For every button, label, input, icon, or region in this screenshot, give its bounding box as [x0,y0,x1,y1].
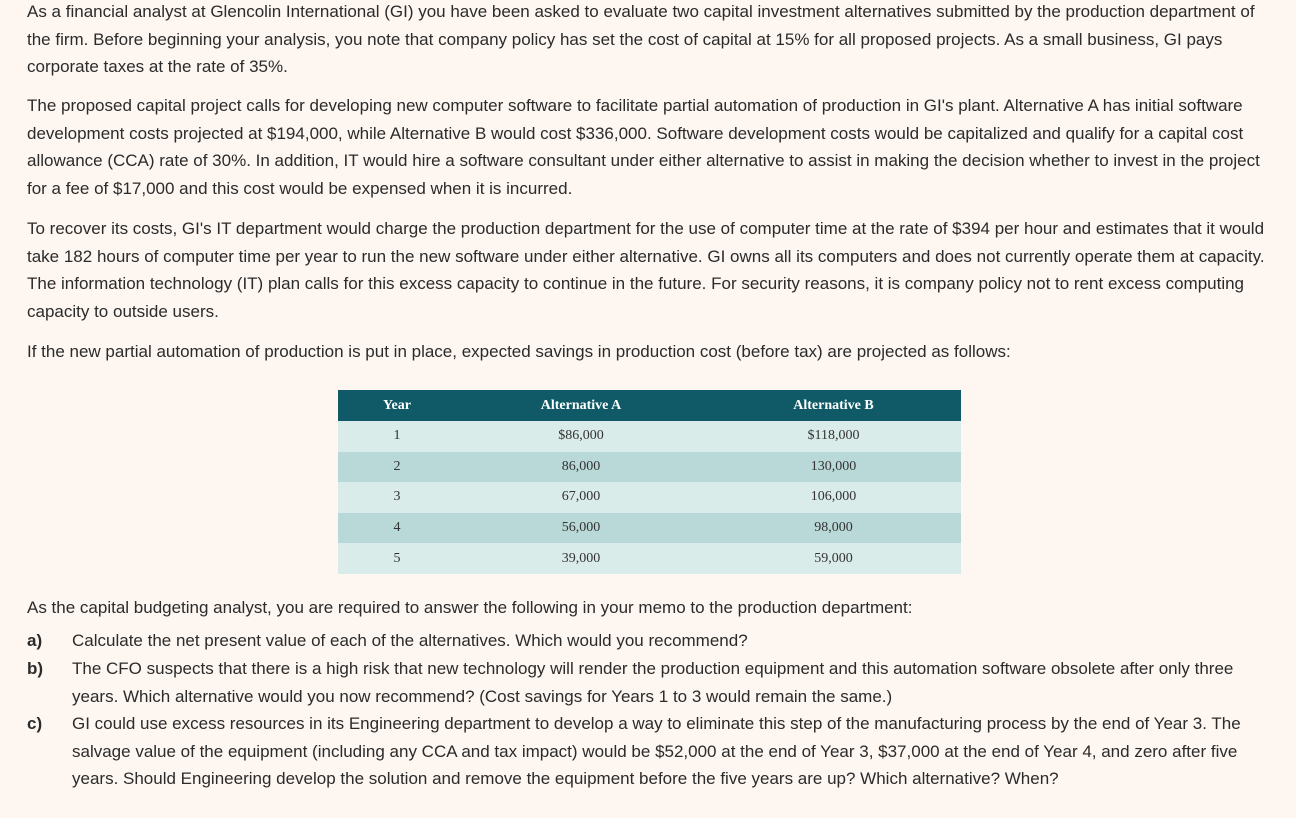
question-label: a) [27,631,43,650]
table-row [338,452,961,483]
question-text: The CFO suspects that there is a high risk that new technology will render the production equipment and this automation software obsolete after only three years. Which alternative would you now recommend? (Cost savings for Years 1 to 3 would remain the same.) [72,659,1234,706]
cell-alternative-a: 86,000 [456,452,706,483]
cell-alternative-b: 130,000 [706,452,961,483]
question-text: GI could use excess resources in its Engineering department to develop a way to eliminate this step of the manufacturing process by the end of Year 3. The salvage value of the equipment (including any CCA and tax impact) would be $52,000 at the end of Year 3, $37,000 at the end of Year 4, and zero after five years. Should Engineering develop the solution and remove the equipment before the five years are up? Which alternative? When? [72,714,1241,789]
header-year: Year [338,390,456,421]
savings-table-container [338,390,961,574]
header-alternative-a: Alternative A [456,390,706,421]
project-paragraph: The proposed capital project calls for developing new computer software to facilitate partial automation of production in GI's plant. Alternative A has initial software development costs projected at $194,000, while Alternative B would cost $336,000. Software development costs would be capitalized and qualify for a capital cost allowance (CCA) rate of 30%. In addition, IT would hire a software consultant under either alternative to assist in making the decision whether to invest in the project for a fee of $17,000 and this cost would be expensed when it is incurred. [27,96,1260,198]
cell-alternative-b: 98,000 [706,513,961,544]
savings-table [338,390,961,574]
cell-alternative-a: 56,000 [456,513,706,544]
table-header-row [338,390,961,421]
question-label: b) [27,659,44,678]
question-label: c) [27,714,43,733]
intro-paragraph: As a financial analyst at Glencolin International (GI) you have been asked to evaluate two capital investment alternatives submitted by the production department of the firm. Before beginning your analysis, you note that company policy has set the cost of capital at 15% for all proposed projects. As a small business, GI pays corporate taxes at the rate of 35%. [27,2,1255,77]
table-row [338,482,961,513]
cell-alternative-b: $118,000 [706,421,961,452]
table-row [338,543,961,574]
cell-alternative-a: 39,000 [456,543,706,574]
cell-year: 4 [338,513,456,544]
requirements-intro-paragraph: As the capital budgeting analyst, you are required to answer the following in your memo to the production department: [27,598,913,617]
cell-alternative-b: 106,000 [706,482,961,513]
cell-year: 3 [338,482,456,513]
cell-alternative-a: 67,000 [456,482,706,513]
question-text: Calculate the net present value of each of the alternatives. Which would you recommend? [72,631,748,650]
table-row [338,513,961,544]
cell-year: 2 [338,452,456,483]
cell-year: 5 [338,543,456,574]
savings-intro-paragraph: If the new partial automation of production is put in place, expected savings in production cost (before tax) are projected as follows: [27,342,1011,361]
cell-alternative-a: $86,000 [456,421,706,452]
cell-year: 1 [338,421,456,452]
it-cost-paragraph: To recover its costs, GI's IT department would charge the production department for the use of computer time at the rate of $394 per hour and estimates that it would take 182 hours of computer time per year to run the new software under either alternative. GI owns all its computers and does not currently operate them at capacity. The information technology (IT) plan calls for this excess capacity to continue in the future. For security reasons, it is company policy not to rent excess computing capacity to outside users. [27,219,1265,321]
header-alternative-b: Alternative B [706,390,961,421]
cell-alternative-b: 59,000 [706,543,961,574]
table-row [338,421,961,452]
